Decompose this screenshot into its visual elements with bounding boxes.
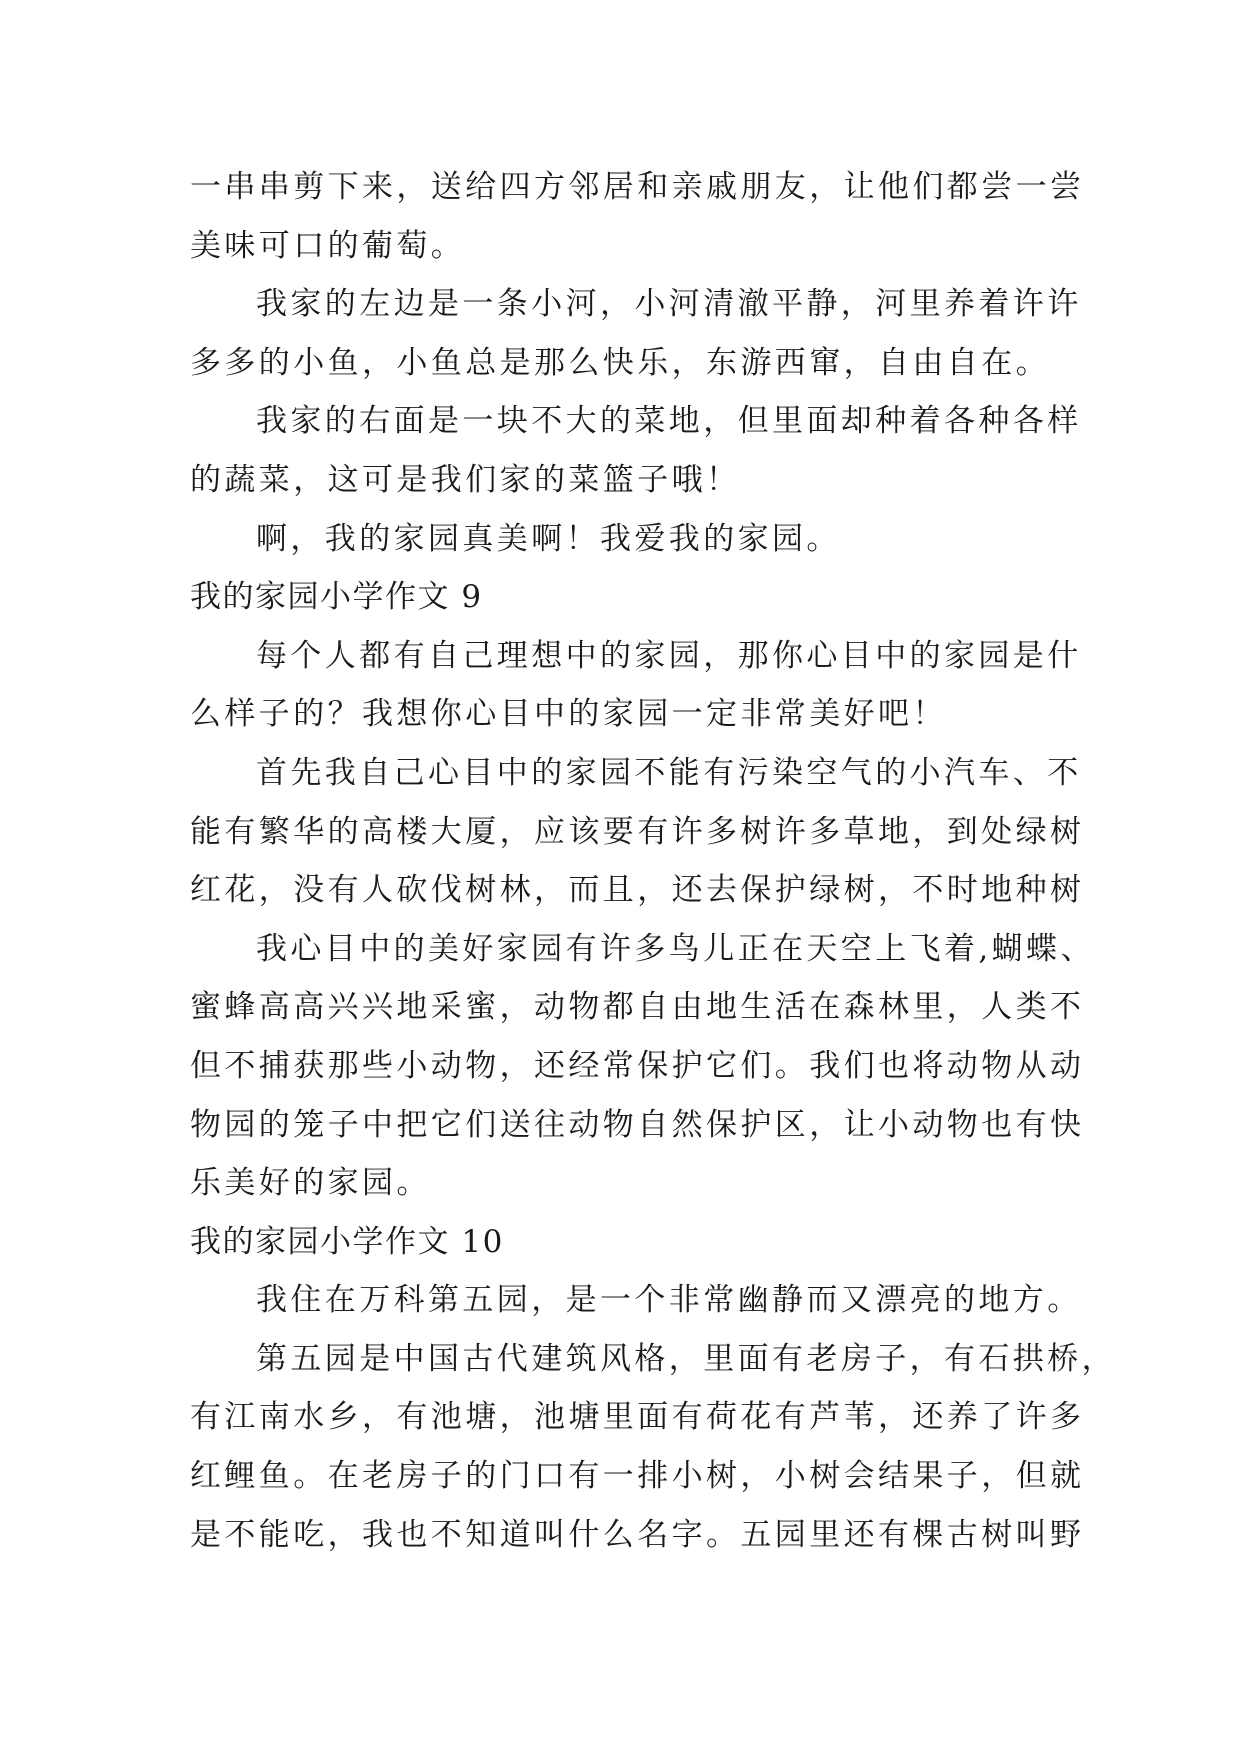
paragraph-line: 有江南水乡，有池塘，池塘里面有荷花有芦苇，还养了许多 <box>190 1399 1085 1436</box>
paragraph-line: 么样子的？我想你心目中的家园一定非常美好吧！ <box>190 696 947 733</box>
paragraph-line: 乐美好的家园。 <box>190 1165 431 1202</box>
paragraph-start: 啊，我的家园真美啊！我爱我的家园。 <box>256 520 841 557</box>
essay-heading-10: 我的家园小学作文 10 <box>190 1223 504 1260</box>
paragraph-start: 我家的左边是一条小河，小河清澈平静，河里养着许许 <box>256 286 1082 323</box>
paragraph-start: 第五园是中国古代建筑风格，里面有老房子，有石拱桥， <box>256 1340 1116 1377</box>
paragraph-line: 美味可口的葡萄。 <box>190 227 466 264</box>
document-body <box>190 158 1116 1564</box>
paragraph-line: 红花，没有人砍伐树林，而且，还去保护绿树，不时地种树 <box>190 872 1085 909</box>
essay-heading-9: 我的家园小学作文 9 <box>190 579 483 616</box>
paragraph-start: 我住在万科第五园，是一个非常幽静而又漂亮的地方。 <box>256 1282 1082 1319</box>
paragraph-line: 一串串剪下来，送给四方邻居和亲戚朋友，让他们都尝一尝 <box>190 169 1085 205</box>
paragraph-line: 但不捕获那些小动物，还经常保护它们。我们也将动物从动 <box>190 1047 1085 1084</box>
paragraph-start: 每个人都有自己理想中的家园，那你心目中的家园是什 <box>256 637 1082 674</box>
paragraph-start: 我家的右面是一块不大的菜地，但里面却种着各种各样 <box>256 403 1082 440</box>
paragraph-start: 首先我自己心目中的家园不能有污染空气的小汽车、不 <box>256 754 1082 791</box>
paragraph-start: 我心目中的美好家园有许多鸟儿正在天空上飞着,蝴蝶、 <box>256 930 1095 967</box>
paragraph-line: 多多的小鱼，小鱼总是那么快乐，东游西窜，自由自在。 <box>190 344 1050 381</box>
paragraph-line: 是不能吃，我也不知道叫什么名字。五园里还有棵古树叫野 <box>190 1516 1085 1553</box>
paragraph-line: 蜜蜂高高兴兴地采蜜，动物都自由地生活在森林里，人类不 <box>190 989 1085 1026</box>
paragraph-line: 的蔬菜，这可是我们家的菜篮子哦！ <box>190 461 741 498</box>
paragraph-line: 红鲤鱼。在老房子的门口有一排小树，小树会结果子，但就 <box>190 1458 1085 1495</box>
paragraph-line: 能有繁华的高楼大厦，应该要有许多树许多草地，到处绿树 <box>190 813 1085 850</box>
paragraph-line: 物园的笼子中把它们送往动物自然保护区，让小动物也有快 <box>190 1106 1085 1143</box>
